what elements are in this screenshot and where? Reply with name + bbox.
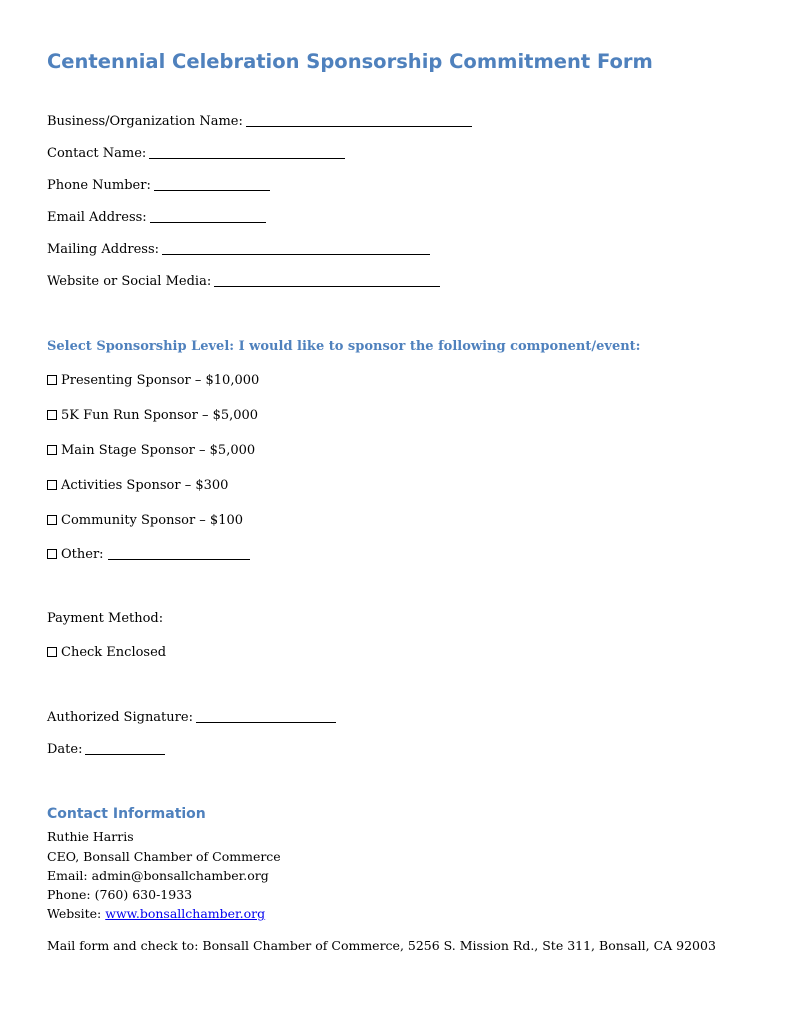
website-prefix-label: Website: (47, 906, 106, 921)
option-label: 5K Fun Run Sponsor – $5,000 (61, 408, 259, 423)
email-address-input-line[interactable] (150, 210, 266, 223)
option-check-enclosed[interactable] (47, 645, 166, 660)
email-address-field (47, 210, 266, 225)
date-input-line[interactable] (85, 742, 165, 755)
checkbox-icon[interactable] (47, 375, 57, 385)
page-title: Centennial Celebration Sponsorship Commitment Form (47, 50, 653, 73)
option-other[interactable] (47, 547, 250, 562)
sponsorship-heading: Select Sponsorship Level: I would like to sponsor the following component/event: (47, 339, 641, 354)
checkbox-icon[interactable] (47, 647, 57, 657)
phone-number-label: Phone Number: (47, 178, 151, 193)
mailing-address-input-line[interactable] (162, 242, 430, 255)
option-label: Other: (61, 547, 104, 562)
contact-person-name: Ruthie Harris (47, 829, 134, 844)
date-label: Date: (47, 742, 83, 757)
phone-number-input-line[interactable] (154, 178, 270, 191)
option-label: Activities Sponsor – $300 (61, 478, 229, 493)
signature-input-line[interactable] (196, 710, 336, 723)
business-name-field (47, 114, 472, 129)
contact-information-heading: Contact Information (47, 806, 206, 822)
payment-method-label: Payment Method: (47, 611, 164, 626)
option-5k-fun-run-sponsor[interactable] (47, 408, 258, 423)
mailing-address-label: Mailing Address: (47, 242, 160, 257)
website-label: Website or Social Media: (47, 274, 212, 289)
website-field (47, 274, 440, 289)
checkbox-icon[interactable] (47, 480, 57, 490)
checkbox-icon[interactable] (47, 549, 57, 559)
website-link[interactable]: www.bonsallchamber.org (105, 906, 266, 921)
contact-email: Email: admin@bonsallchamber.org (47, 868, 269, 883)
contact-phone: Phone: (760) 630-1933 (47, 887, 193, 902)
option-activities-sponsor[interactable] (47, 478, 228, 493)
contact-name-input-line[interactable] (149, 146, 345, 159)
phone-number-field (47, 178, 270, 193)
contact-name-field (47, 146, 345, 161)
signature-label: Authorized Signature: (47, 710, 193, 725)
business-name-label: Business/Organization Name: (47, 114, 243, 129)
signature-field (47, 710, 336, 725)
contact-website (47, 906, 265, 921)
checkbox-icon[interactable] (47, 515, 57, 525)
option-label: Presenting Sponsor – $10,000 (61, 373, 260, 388)
checkbox-icon[interactable] (47, 445, 57, 455)
option-label: Community Sponsor – $100 (61, 513, 244, 528)
option-label: Check Enclosed (61, 645, 167, 660)
contact-name-label: Contact Name: (47, 146, 147, 161)
mailing-address-field (47, 242, 430, 257)
business-name-input-line[interactable] (246, 114, 472, 127)
checkbox-icon[interactable] (47, 410, 57, 420)
option-community-sponsor[interactable] (47, 513, 243, 528)
other-input-line[interactable] (108, 547, 250, 560)
option-main-stage-sponsor[interactable] (47, 443, 255, 458)
option-presenting-sponsor[interactable] (47, 373, 259, 388)
website-input-line[interactable] (214, 274, 440, 287)
date-field (47, 742, 165, 757)
mail-to-instructions: Mail form and check to: Bonsall Chamber of Commerce, 5256 S. Mission Rd., Ste 311, Bonsall, CA 92003 (47, 938, 716, 953)
email-address-label: Email Address: (47, 210, 147, 225)
option-label: Main Stage Sponsor – $5,000 (61, 443, 256, 458)
contact-person-role: CEO, Bonsall Chamber of Commerce (47, 849, 281, 864)
